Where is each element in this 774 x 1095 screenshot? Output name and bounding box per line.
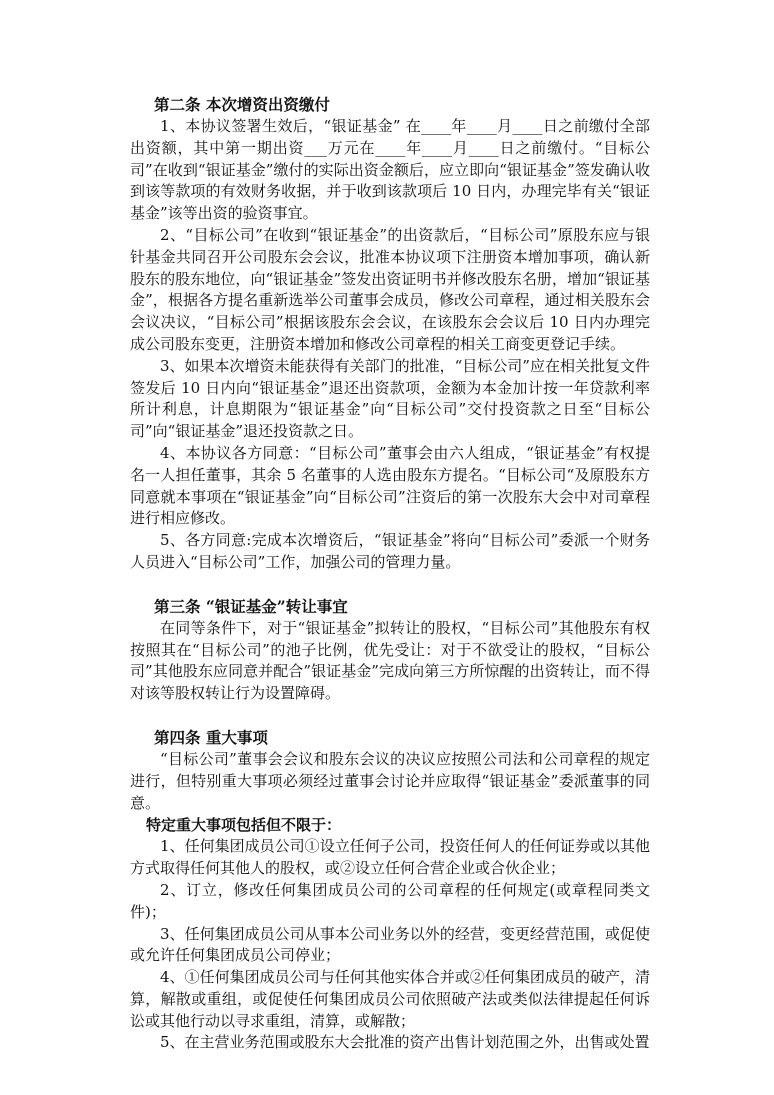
article-2-clause-1: 1、本协议签署生效后，“银证基金” 在____年____月____日之前缴付全部出资额，其中第一期出资___万元在____年____月____日之前缴付。“目标公司”在收到“银证基金”缴付的实际出资金额后，应立即向“银证基金”签发确认收到该等款项的有效财务收据，并于收到该款项后 10 日内，办理完毕有关“银证基金”该等出资的验资事宜。 <box>130 117 650 223</box>
article-2-clause-4: 4、本协议各方同意：“目标公司”董事会由六人组成，“银证基金”有权提名一人担任董事，其余 5 名董事的人选由股东方提名。“目标公司“及原股东方同意就本事项在“银证基金”向“目标公司”注资后的第一次股东大会中对司章程进行相应修改。 <box>130 443 650 528</box>
article-3-heading: 第三条 “银证基金”转让事宜 <box>154 596 348 616</box>
document-body <box>130 94 650 1054</box>
major-matter-item-1: 1、任何集团成员公司①设立任何子公司，投资任何人的任何证券或以其他方式取得任何其他人的股权，或②设立任何合营企业或合伙企业； <box>130 837 650 878</box>
article-3-clause: 在同等条件下，对于“银证基金”拟转让的股权，“目标公司”其他股东有权按照其在“目标公司”的池子比例，优先受让：对于不欲受让的股权，“目标公司”其他股东应同意并配合”银证基金”完成向第三方所惊醒的出资转让，而不得对该等股权转让行为设置障碍。 <box>130 618 650 703</box>
article-2-clause-3: 3、如果本次增资未能获得有关部门的批准，“目标公司”应在相关批复文件签发后 10 日内向“银证基金”退还出资款项，金额为本金加计按一年贷款利率所计利息，计息期限为“银证基金”向“目标公司”交付投资款之日至“目标公司”向“银证基金”退还投资款之日。 <box>130 356 650 441</box>
major-matter-item-4: 4、①任何集团成员公司与任何其他实体合并或②任何集团成员的破产，清算，解散或重组，或促使任何集团成员公司依照破产法或类似法律提起任何诉讼或其他行动以寻求重组，清算，或解散； <box>130 968 650 1030</box>
article-4-intro: “目标公司”董事会会议和股东会议的决议应按照公司法和公司章程的规定进行，但特别重大事项必须经过董事会讨论并应取得“银证基金”委派董事的同意。 <box>130 749 650 812</box>
major-matter-item-2: 2、订立，修改任何集团成员公司的公司章程的任何规定(或章程同类文件)； <box>130 880 650 921</box>
article-4-subheading: 特定重大事项包括但不限于： <box>146 816 342 835</box>
article-2-heading: 第二条 本次增资出资缴付 <box>154 95 330 114</box>
major-matter-item-5: 5、在主营业务范围或股东大会批准的资产出售计划范围之外，出售或处置 <box>160 1033 650 1052</box>
article-2-clause-5: 5、各方同意:完成本次增资后，“银证基金”将向“目标公司”委派一个财务人员进入“目标公司”工作，加强公司的管理力量。 <box>130 531 650 571</box>
section-spacer <box>130 574 650 596</box>
major-matter-item-3: 3、任何集团成员公司从事本公司业务以外的经营，变更经营范围，或促使或允许任何集团成员公司停业； <box>130 924 650 965</box>
section-spacer <box>130 705 650 727</box>
article-4-heading: 第四条 重大事项 <box>154 727 268 747</box>
article-2-clause-2: 2、“目标公司”在收到“银证基金”的出资款后，“目标公司”原股东应与银针基金共同召开公司股东会会议，批准本协议项下注册资本增加事项，确认新股东的股东地位，向“银证基金”签发出资证明书并修改股东名册，增加“银证基金”，根据各方提名重新选举公司董事会成员，修改公司章程，通过相关股东会会议决议，“目标公司”根据该股东会会议，在该股东会会议后 10 日内办理完成公司股东变更，注册资本增加和修改公司章程的相关工商变更登记手续。 <box>130 225 650 353</box>
